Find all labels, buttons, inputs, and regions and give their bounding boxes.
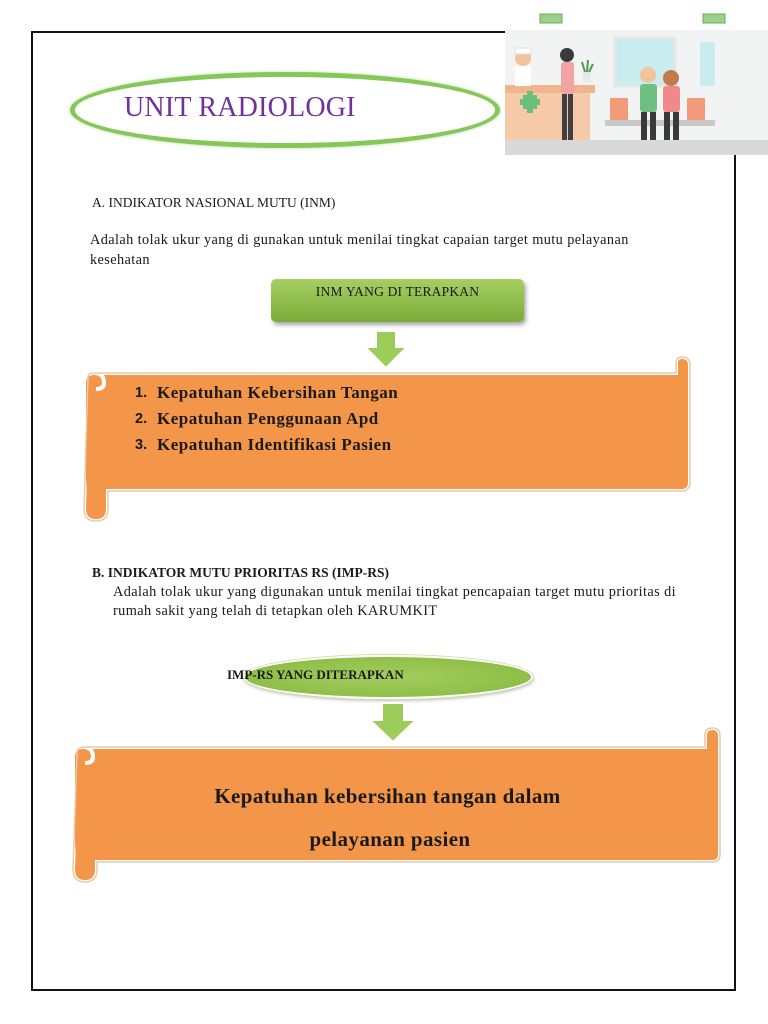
item-label: Kepatuhan Penggunaan Apd: [157, 409, 379, 428]
item-label: Kepatuhan Kebersihan Tangan: [157, 383, 399, 402]
item-number: 3.: [135, 437, 148, 453]
inm-indicator-list: [135, 380, 398, 458]
list-item: [135, 432, 398, 458]
imp-rs-scroll-line-1: Kepatuhan kebersihan tangan dalam: [214, 784, 561, 808]
inm-applied-box: [271, 279, 524, 322]
section-a-heading: A. INDIKATOR NASIONAL MUTU (INM): [92, 195, 336, 210]
page-title: UNIT RADIOLOGI: [124, 92, 356, 123]
item-number: 1.: [135, 385, 148, 401]
list-item: [135, 406, 398, 432]
hospital-reception-illustration: [505, 0, 768, 155]
list-item: [135, 380, 398, 406]
imp-rs-applied-label: IMP-RS YANG DITERAPKAN: [227, 667, 404, 682]
item-label: Kepatuhan Identifikasi Pasien: [157, 435, 392, 454]
section-b-description: Adalah tolak ukur yang digunakan untuk menilai tingkat pencapaian target mutu prioritas di rumah sakit yang telah di tetapkan oleh KARUMKIT: [113, 584, 676, 619]
section-a-description: Adalah tolak ukur yang di gunakan untuk menilai tingkat capaian target mutu pelayanan kesehatan: [90, 232, 629, 268]
section-b-heading: B. INDIKATOR MUTU PRIORITAS RS (IMP-RS): [92, 565, 390, 580]
item-number: 2.: [135, 411, 148, 427]
inm-applied-label: INM YANG DI TERAPKAN: [315, 284, 480, 299]
imp-rs-scroll-line-2: pelayanan pasien: [309, 827, 471, 851]
